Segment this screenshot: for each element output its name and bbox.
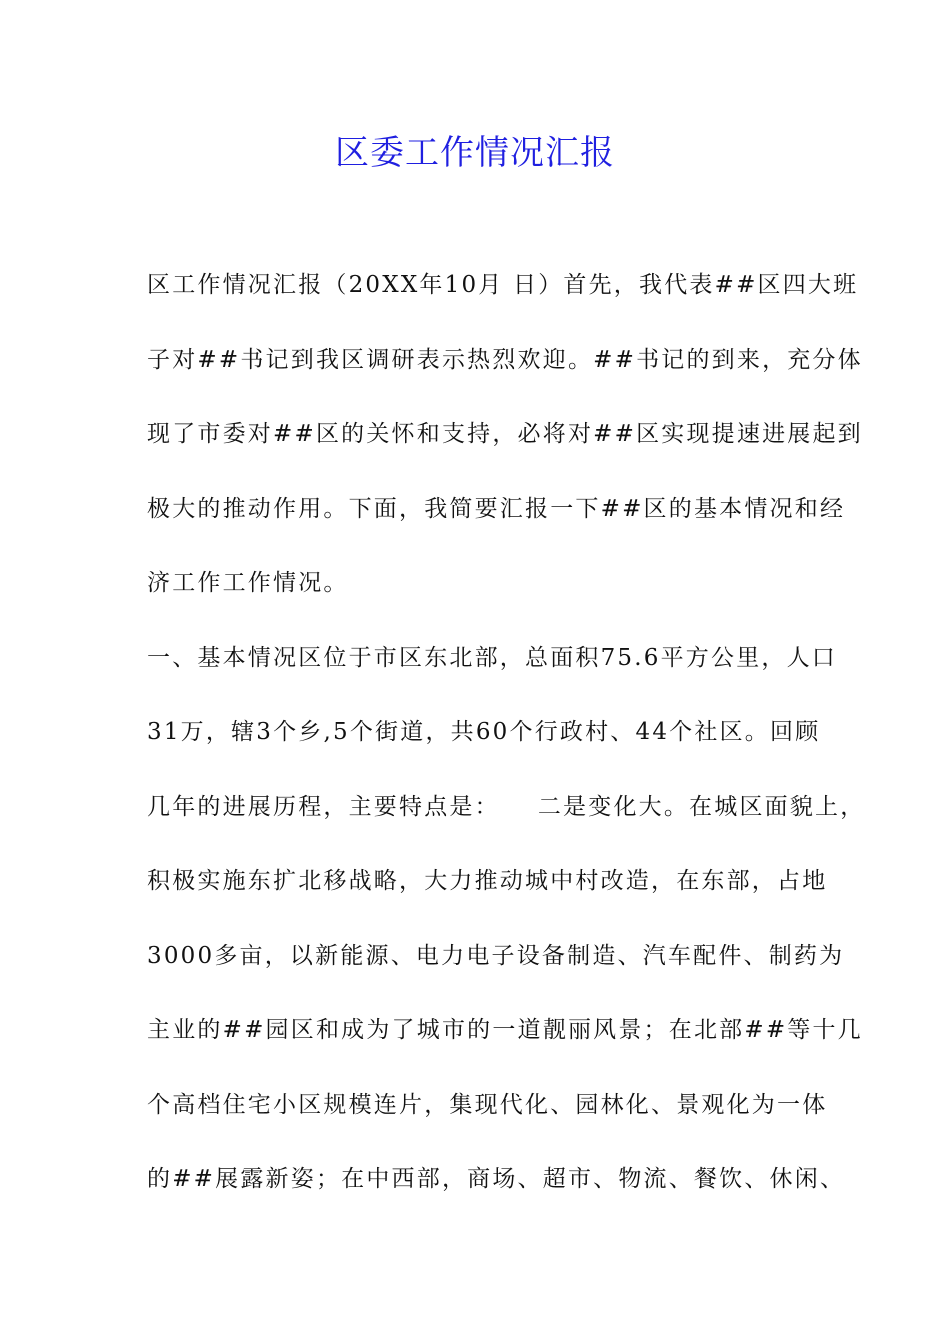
- document-title: 区委工作情况汇报: [335, 133, 615, 173]
- body-line: 子对##书记到我区调研表示热烈欢迎。##书记的到来，充分体: [147, 346, 863, 373]
- body-line: 个高档住宅小区规模连片，集现代化、园林化、景观化为一体: [147, 1091, 828, 1118]
- body-line: 极大的推动作用。下面，我简要汇报一下##区的基本情况和经: [147, 495, 846, 522]
- body-line: 一、基本情况区位于市区东北部，总面积75.6平方公里，人口: [147, 644, 838, 671]
- body-line: 31万，辖3个乡,5个街道，共60个行政村、44个社区。回顾: [147, 719, 821, 745]
- body-line: 3000多亩，以新能源、电力电子设备制造、汽车配件、制药为: [147, 942, 845, 969]
- body-line: 几年的进展历程，主要特点是： 二是变化大。在城区面貌上，: [147, 793, 866, 820]
- body-line: 区工作情况汇报（20XX年10月 日）首先，我代表##区四大班: [147, 272, 859, 298]
- body-line: 主业的##园区和成为了城市的一道靓丽风景；在北部##等十几: [147, 1017, 863, 1043]
- document-body: [147, 262, 866, 1231]
- body-line: 济工作工作情况。: [147, 570, 349, 596]
- body-line: 现了市委对##区的关怀和支持，必将对##区实现提速进展起到: [147, 421, 863, 447]
- body-line: 积极实施东扩北移战略，大力推动城中村改造，在东部，占地: [147, 868, 828, 894]
- body-line: 的##展露新姿；在中西部，商场、超市、物流、餐饮、休闲、: [147, 1166, 846, 1192]
